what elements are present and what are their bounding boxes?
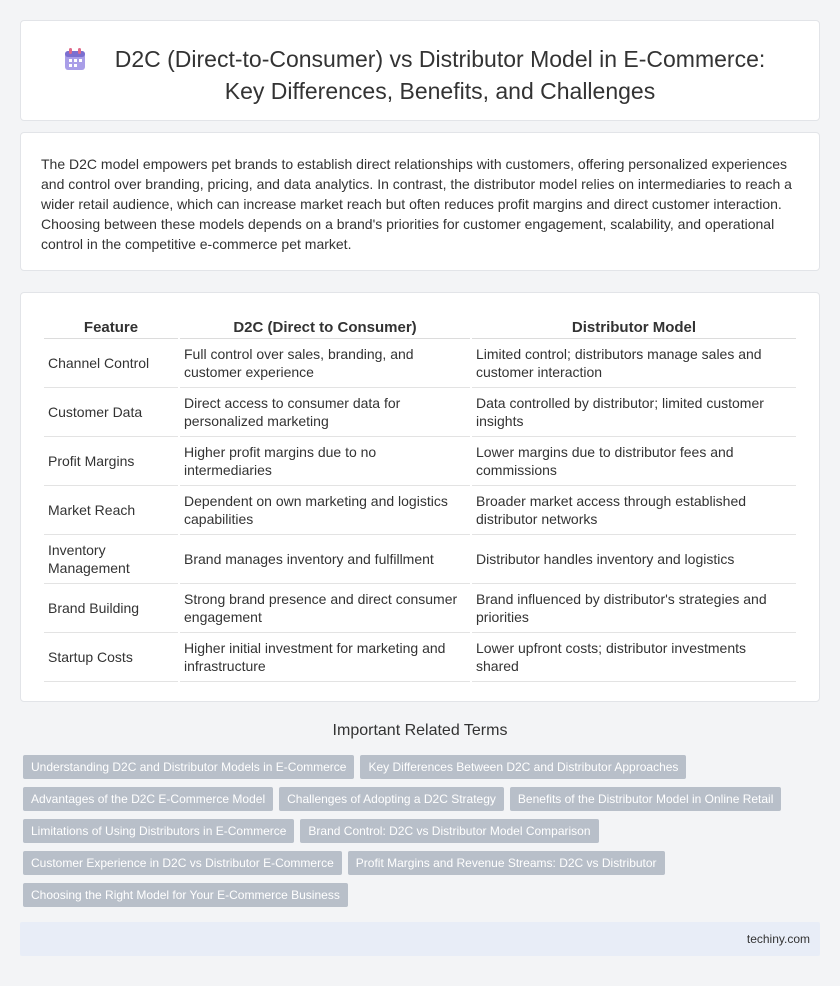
comparison-table bbox=[42, 315, 798, 682]
related-term-tag[interactable]: Advantages of the D2C E-Commerce Model bbox=[23, 787, 273, 811]
distributor-cell: Lower upfront costs; distributor investments shared bbox=[472, 633, 796, 682]
d2c-cell: Full control over sales, branding, and customer experience bbox=[180, 339, 470, 388]
table-row bbox=[44, 486, 796, 535]
table-card bbox=[20, 292, 820, 702]
feature-cell: Market Reach bbox=[44, 486, 178, 535]
related-term-tag[interactable]: Limitations of Using Distributors in E-Commerce bbox=[23, 819, 294, 843]
related-term-tag[interactable]: Choosing the Right Model for Your E-Commerce Business bbox=[23, 883, 348, 907]
d2c-cell: Dependent on own marketing and logistics capabilities bbox=[180, 486, 470, 535]
related-term-tag[interactable]: Key Differences Between D2C and Distributor Approaches bbox=[360, 755, 686, 779]
summary-card bbox=[20, 132, 820, 271]
table-row bbox=[44, 633, 796, 682]
calendar-icon bbox=[64, 47, 86, 71]
header-feature: Feature bbox=[44, 315, 178, 339]
related-term-tag[interactable]: Benefits of the Distributor Model in Online Retail bbox=[510, 787, 781, 811]
title-card bbox=[20, 20, 820, 121]
table-row bbox=[44, 535, 796, 584]
header-distributor: Distributor Model bbox=[472, 315, 796, 339]
related-term-tag[interactable]: Customer Experience in D2C vs Distributor E-Commerce bbox=[23, 851, 342, 875]
distributor-cell: Distributor handles inventory and logistics bbox=[472, 535, 796, 584]
d2c-cell: Brand manages inventory and fulfillment bbox=[180, 535, 470, 584]
distributor-cell: Data controlled by distributor; limited customer insights bbox=[472, 388, 796, 437]
related-terms-list bbox=[23, 755, 803, 907]
distributor-cell: Lower margins due to distributor fees and commissions bbox=[472, 437, 796, 486]
feature-cell: Customer Data bbox=[44, 388, 178, 437]
table-row bbox=[44, 584, 796, 633]
d2c-cell: Higher profit margins due to no intermediaries bbox=[180, 437, 470, 486]
related-term-tag[interactable]: Profit Margins and Revenue Streams: D2C vs Distributor bbox=[348, 851, 665, 875]
title-wrap bbox=[21, 43, 819, 107]
table-row bbox=[44, 388, 796, 437]
feature-cell: Channel Control bbox=[44, 339, 178, 388]
distributor-cell: Brand influenced by distributor's strategies and priorities bbox=[472, 584, 796, 633]
summary-text: The D2C model empowers pet brands to establish direct relationships with customers, offering personalized experiences and control over branding, pricing, and data analytics. In contrast, the distributor model relies on intermediaries to reach a wider retail audience, which can increase market reach but often reduces profit margins and direct customer interaction. Choosing between these models depends on a brand's priorities for customer engagement, scalability, and operational control in the competitive e-commerce pet market. bbox=[41, 156, 792, 252]
feature-cell: Profit Margins bbox=[44, 437, 178, 486]
d2c-cell: Direct access to consumer data for personalized marketing bbox=[180, 388, 470, 437]
table-row bbox=[44, 339, 796, 388]
footer-site[interactable]: techiny.com bbox=[746, 932, 810, 946]
feature-cell: Startup Costs bbox=[44, 633, 178, 682]
related-term-tag[interactable]: Challenges of Adopting a D2C Strategy bbox=[279, 787, 504, 811]
feature-cell: Inventory Management bbox=[44, 535, 178, 584]
distributor-cell: Limited control; distributors manage sales and customer interaction bbox=[472, 339, 796, 388]
header-d2c: D2C (Direct to Consumer) bbox=[180, 315, 470, 339]
table-row bbox=[44, 437, 796, 486]
feature-cell: Brand Building bbox=[44, 584, 178, 633]
related-term-tag[interactable]: Understanding D2C and Distributor Models in E-Commerce bbox=[23, 755, 354, 779]
d2c-cell: Strong brand presence and direct consumer engagement bbox=[180, 584, 470, 633]
table-header-row bbox=[44, 315, 796, 339]
page-title: D2C (Direct-to-Consumer) vs Distributor Model in E-Commerce: Key Differences, Benefits, and Challenges bbox=[114, 46, 766, 104]
footer bbox=[20, 922, 820, 956]
distributor-cell: Broader market access through established distributor networks bbox=[472, 486, 796, 535]
related-term-tag[interactable]: Brand Control: D2C vs Distributor Model Comparison bbox=[300, 819, 598, 843]
d2c-cell: Higher initial investment for marketing and infrastructure bbox=[180, 633, 470, 682]
related-terms-title: Important Related Terms bbox=[332, 722, 508, 739]
